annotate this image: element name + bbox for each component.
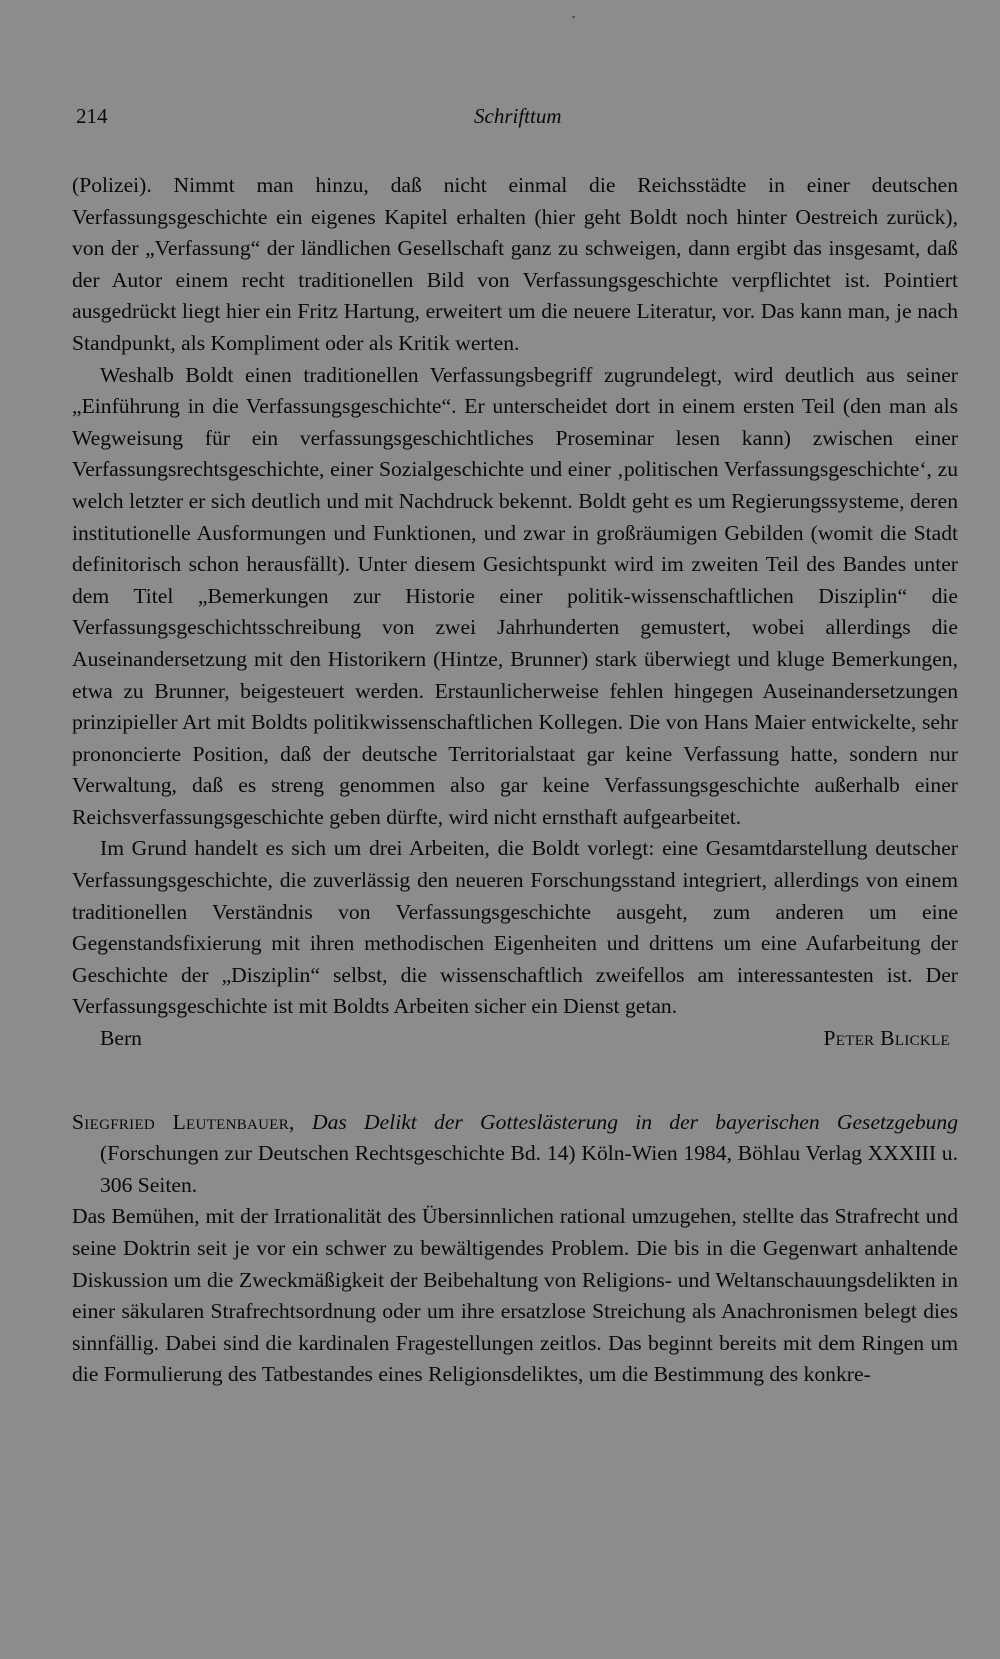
reviewer-name: Peter Blickle (823, 1026, 950, 1051)
book-title: Das Delikt der Gotteslästerung in der bayerischen Gesetzgebung (312, 1109, 959, 1134)
document-page (72, 96, 958, 1391)
section-title: Schrifttum (474, 104, 562, 128)
page-number: 214 (76, 104, 108, 128)
book-author: Siegfried Leutenbauer, (72, 1109, 295, 1134)
paragraph: Im Grund handelt es sich um drei Arbeiten, die Boldt vorlegt: eine Gesamtdarstellung deutscher Verfassungsgeschichte, die zuverlässig den neueren Forschungsstand integriert, allerdings von einem traditionellen Verständnis von Verfassungsgeschichte ausgeht, zum anderen um eine Gegenstandsfixierung mit ihren methodischen Eigenheiten und drittens um eine Aufarbeitung der Geschichte der „Disziplin“ selbst, die wissenschaftlich zweifellos am interessantesten ist. Der Verfassungsgeschichte ist mit Boldts Arbeiten sicher ein Dienst getan. (72, 836, 958, 1019)
bibliographic-entry (72, 1107, 958, 1202)
scan-speck (572, 16, 575, 18)
paragraph: (Polizei). Nimmt man hinzu, daß nicht einmal die Reichsstädte in einer deutschen Verfassungsgeschichte ein eigenes Kapitel erhalten (hier geht Boldt noch hinter Oestreich zurück), von der „Verfassung“ der ländlichen Gesellschaft ganz zu schweigen, dann ergibt das insgesamt, daß der Autor einem recht traditionellen Bild von Verfassungsgeschichte verpflichtet ist. Pointiert ausgedrückt liegt hier ein Fritz Hartung, erweitert um die neuere Literatur, vor. Das kann man, je nach Standpunkt, als Kompliment oder als Kritik werten. (72, 173, 958, 355)
signature-place: Bern (100, 1026, 142, 1051)
second-review (72, 1107, 958, 1391)
review-signature (72, 1023, 958, 1055)
publication-details: (Forschungen zur Deutschen Rechtsgeschichte Bd. 14) Köln-Wien 1984, Böhlau Verlag XXXIII u. 306 Seiten. (100, 1141, 958, 1197)
paragraph: Weshalb Boldt einen traditionellen Verfassungsbegriff zugrundelegt, wird deutlich aus seiner „Einführung in die Verfassungsgeschichte“. Er unterscheidet dort in einem ersten Teil (den man als Wegweisung für ein verfassungsgeschichtliches Proseminar lesen kann) zwischen einer Verfassungsrechtsgeschichte, einer Sozialgeschichte und einer ‚politischen Verfassungsgeschichte‘, zu welch letzter er sich deutlich und mit Nachdruck bekennt. Boldt geht es um Regierungssysteme, deren institutionelle Ausformungen und Funktionen, und zwar in großräumigen Gebilden (womit die Stadt definitorisch schon herausfällt). Unter diesem Gesichtspunkt wird im zweiten Teil des Bandes unter dem Titel „Bemerkungen zur Historie einer politik-wissenschaftlichen Disziplin“ die Verfassungsgeschichtsschreibung von zwei Jahrhunderten gemustert, wobei allerdings die Auseinandersetzung mit den Historikern (Hintze, Brunner) stark überwiegt und kluge Bemerkungen, etwa zu Brunner, beigesteuert werden. Erstaunlicherweise fehlen hingegen Auseinandersetzungen prinzipieller Art mit Boldts politikwissenschaftlichen Kollegen. Die von Hans Maier entwickelte, sehr prononcierte Position, daß der deutsche Territorialstaat gar keine Verfassung hatte, sondern nur Verwaltung, daß es streng genommen also gar keine Verfassungsgeschichte außerhalb einer Reichsverfassungsgeschichte geben dürfte, wird nicht ernsthaft aufgearbeitet. (72, 362, 958, 829)
paragraph: Das Bemühen, mit der Irrationalität des Übersinnlichen rational umzugehen, stellte das Strafrecht und seine Doktrin seit je vor ein schwer zu bewältigendes Problem. Die bis in die Gegenwart anhaltende Diskussion um die Zweckmäßigkeit der Beibehaltung von Religions- und Weltanschauungsdelikten in einer säkularen Strafrechtsordnung oder um ihre ersatzlose Streichung als Anachronismen belegt dies sinnfällig. Dabei sind die kardinalen Fragestellungen zeitlos. Das beginnt bereits mit dem Ringen um die Formulierung des Tatbestandes eines Religionsdeliktes, um die Bestimmung des konkre- (72, 1204, 958, 1387)
running-head (72, 96, 958, 132)
review-body (72, 170, 958, 1023)
